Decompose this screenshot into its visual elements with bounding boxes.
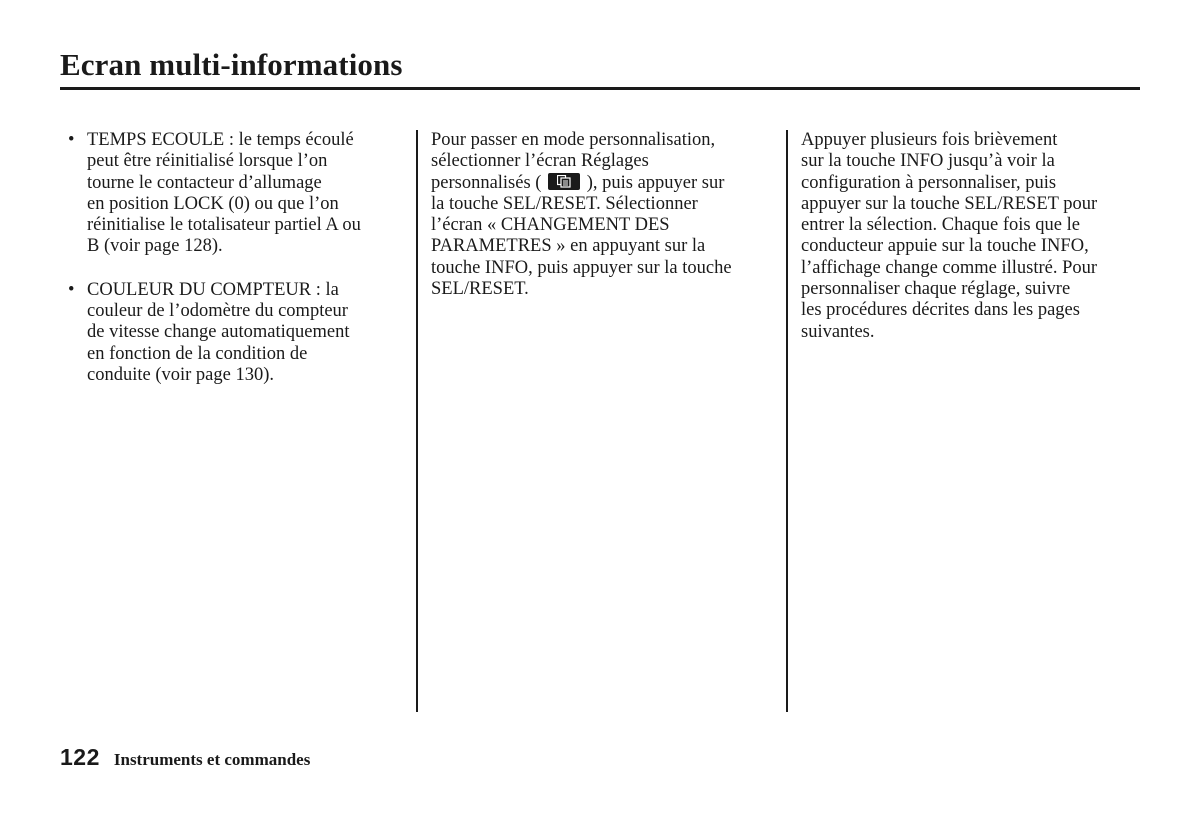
bullet-icon: • xyxy=(68,130,75,150)
line: configuration à personnaliser, puis xyxy=(801,172,1057,193)
line: SEL/RESET. xyxy=(431,279,529,300)
line: entrer la sélection. Chaque fois que le xyxy=(801,215,1080,236)
section-name: Instruments et commandes xyxy=(113,750,311,769)
line: conducteur appuie sur la touche INFO, xyxy=(801,236,1089,257)
text-segment: ), puis appuyer sur xyxy=(586,172,725,193)
line xyxy=(431,173,776,194)
line: de vitesse change automatiquement xyxy=(87,322,350,343)
line: personnaliser chaque réglage, suivre xyxy=(801,279,1071,300)
line: COULEUR DU COMPTEUR : la xyxy=(87,279,339,300)
line: tourne le contacteur d’allumage xyxy=(87,172,322,193)
line: en fonction de la condition de xyxy=(87,343,308,364)
page-number: 122 xyxy=(60,744,100,770)
column-left xyxy=(68,130,406,408)
line: couleur de l’odomètre du compteur xyxy=(87,301,348,322)
line: conduite (voir page 130). xyxy=(87,364,274,385)
line: réinitialise le totalisateur partiel A ou xyxy=(87,215,361,236)
line: peut être réinitialisé lorsque l’on xyxy=(87,151,328,172)
line: Pour passer en mode personnalisation, xyxy=(431,130,716,150)
page-title: Ecran multi-informations xyxy=(60,47,403,82)
bullet-item-couleur-compteur xyxy=(68,280,406,386)
line: les procédures décrites dans les pages xyxy=(801,300,1080,321)
column-divider xyxy=(786,130,788,712)
line: PARAMETRES » en appuyant sur la xyxy=(431,236,706,257)
line: TEMPS ECOULE : le temps écoulé xyxy=(87,130,354,150)
line: suivantes. xyxy=(801,321,875,342)
line: en position LOCK (0) ou que l’on xyxy=(87,193,339,214)
line: appuyer sur la touche SEL/RESET pour xyxy=(801,193,1098,214)
line: sur la touche INFO jusqu’à voir la xyxy=(801,151,1055,172)
line: l’écran « CHANGEMENT DES xyxy=(431,215,670,236)
column-middle xyxy=(431,130,776,300)
text-segment: personnalisés ( xyxy=(431,172,542,193)
line: la touche SEL/RESET. Sélectionner xyxy=(431,193,698,214)
page-footer xyxy=(60,744,310,771)
bullet-item-temps-ecoule xyxy=(68,130,406,258)
line: Appuyer plusieurs fois brièvement xyxy=(801,130,1058,150)
bullet-icon: • xyxy=(68,279,75,300)
column-divider xyxy=(416,130,418,712)
line: sélectionner l’écran Réglages xyxy=(431,151,649,172)
line: l’affichage change comme illustré. Pour xyxy=(801,257,1098,278)
column-right xyxy=(801,130,1146,343)
line: B (voir page 128). xyxy=(87,236,223,257)
title-divider xyxy=(60,87,1140,90)
line: touche INFO, puis appuyer sur la touche xyxy=(431,257,732,278)
settings-screen-icon xyxy=(548,173,580,190)
